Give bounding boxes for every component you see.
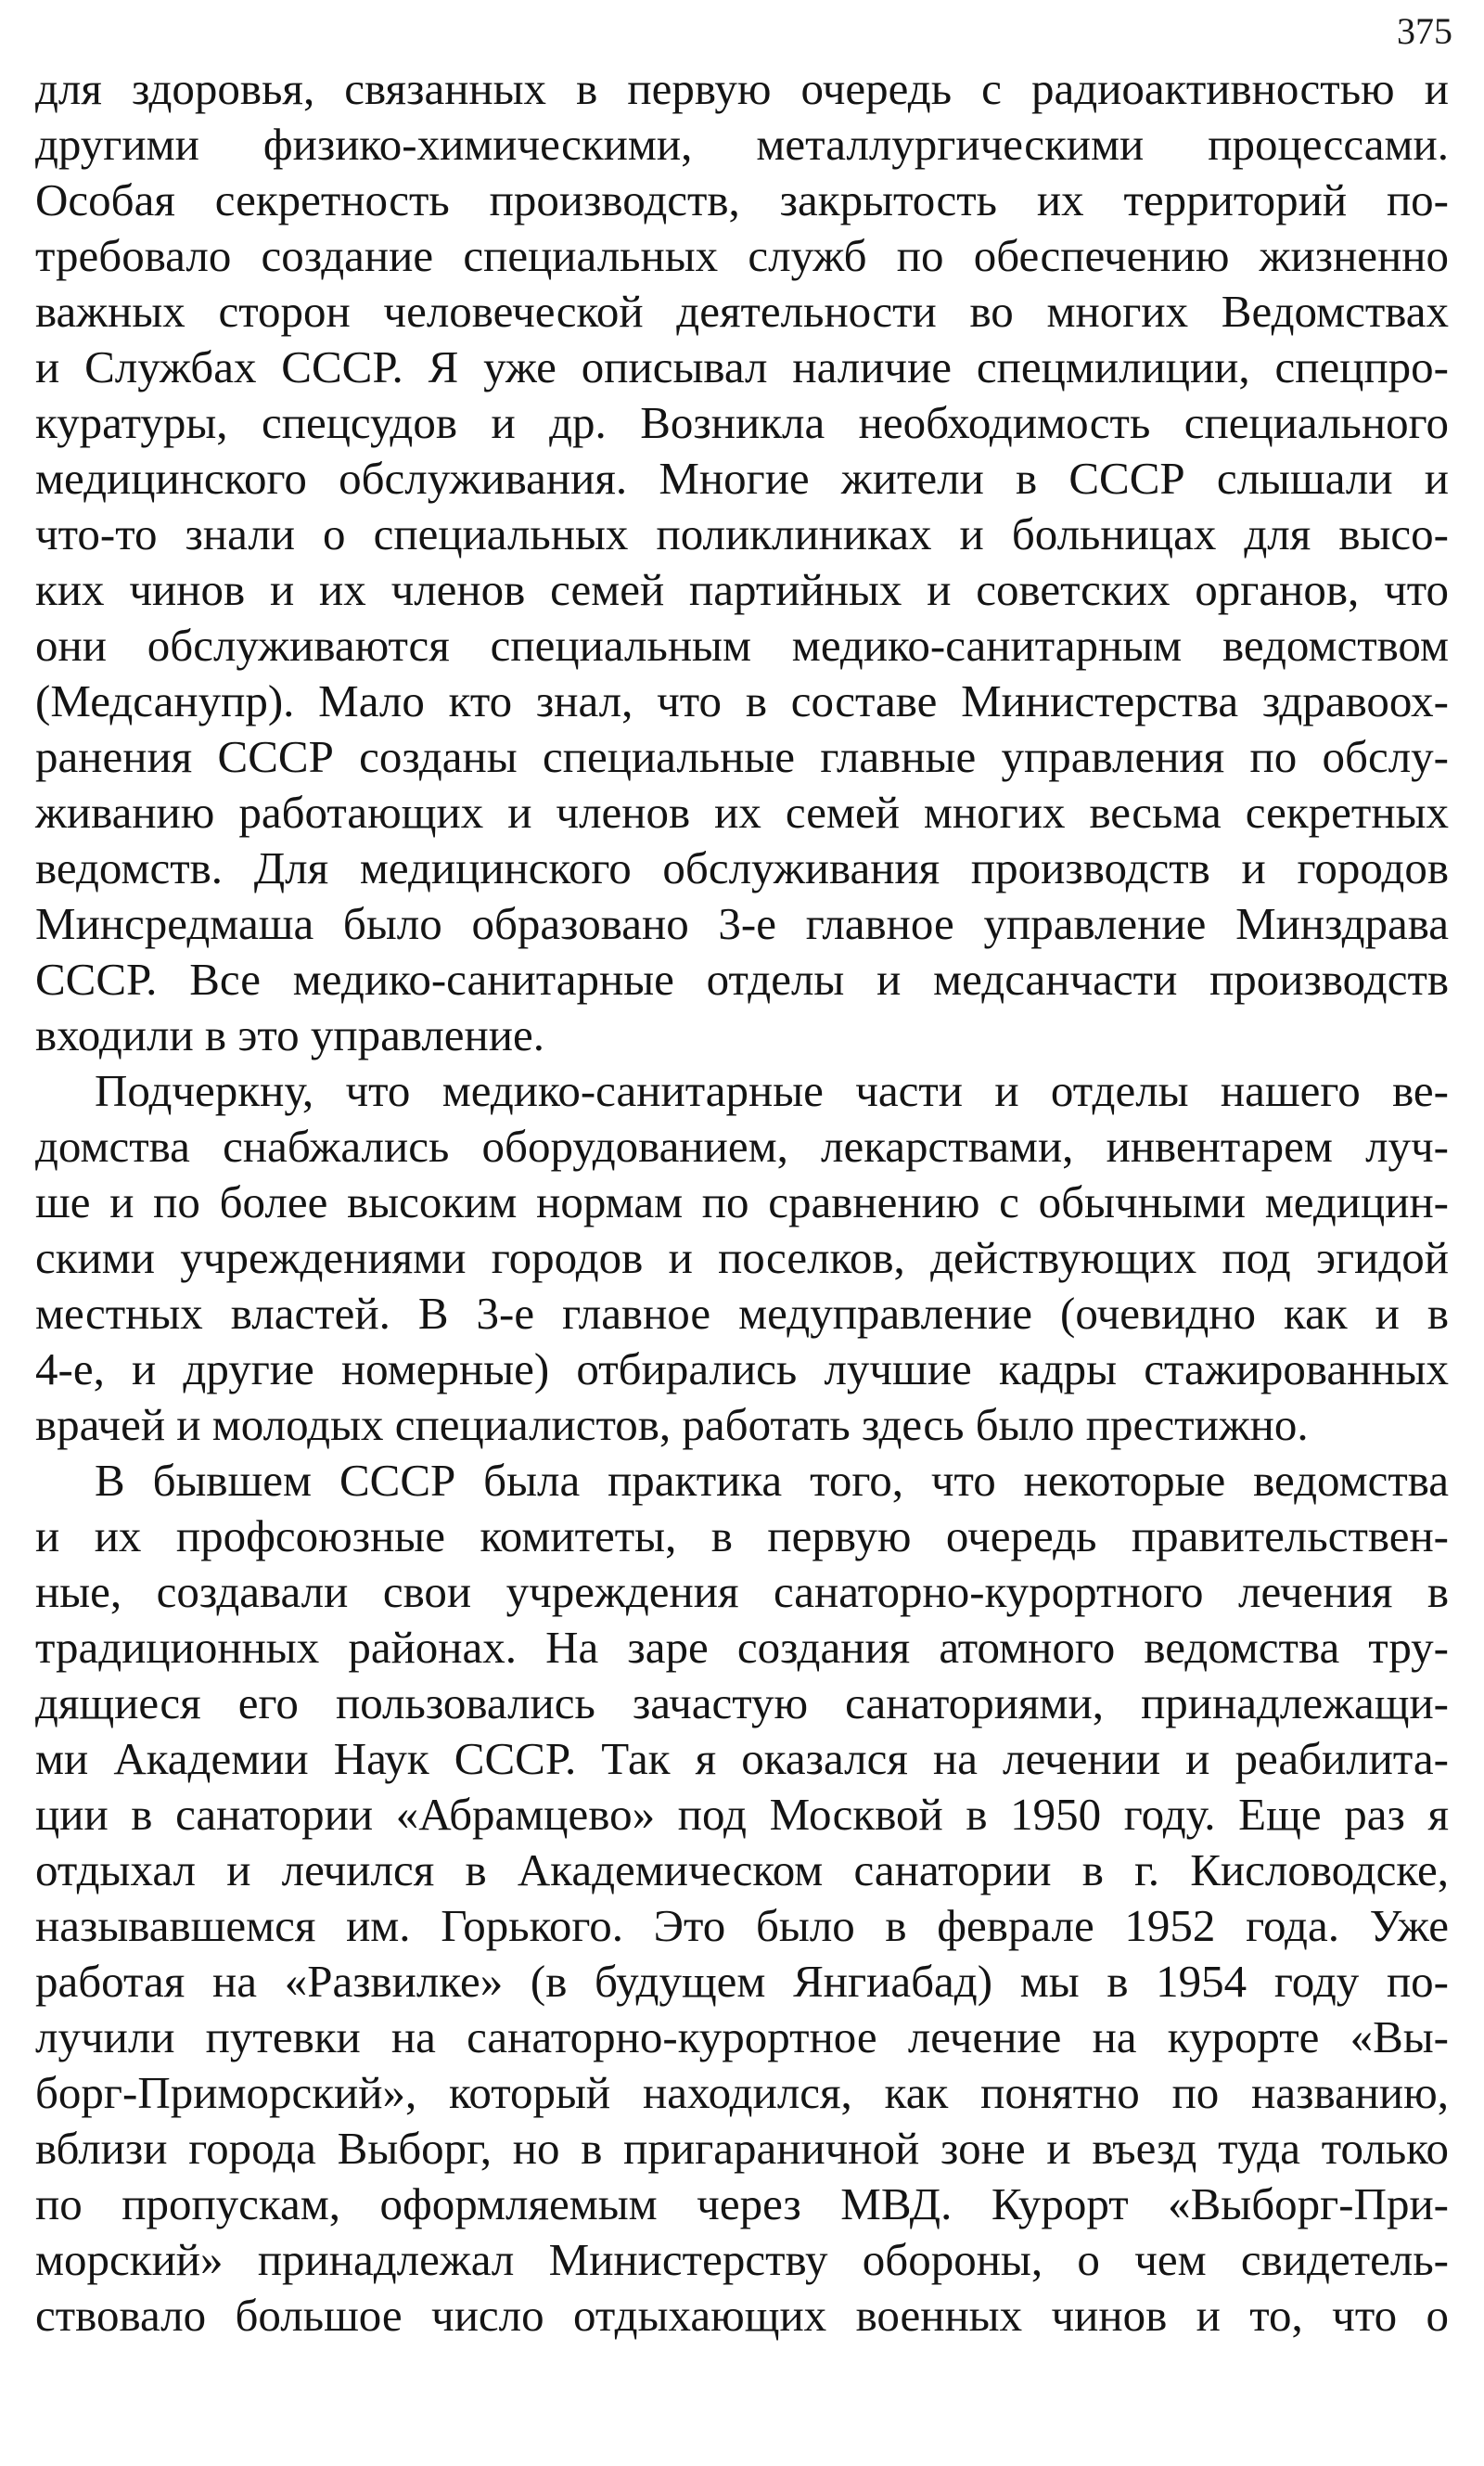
text-line: борг-Приморский», который находился, как понятно по названию, — [35, 2067, 1449, 2118]
text-line: для здоровья, связанных в первую очередь с радиоактивностью и — [35, 63, 1449, 114]
text-line: вблизи города Выборг, но в пригараничной зоне и въезд туда только — [35, 2123, 1449, 2174]
text-line: входили в это управление. — [35, 1009, 544, 1060]
text-line: дящиеся его пользовались зачастую санаториями, принадлежащи- — [35, 1677, 1449, 1728]
text-line: и их профсоюзные комитеты, в первую очередь правительствен- — [35, 1510, 1449, 1561]
text-line: местных властей. В 3-е главное медуправление (очевидно как и в — [35, 1288, 1449, 1339]
text-line: 4-е, и другие номерные) отбирались лучшие кадры стажированных — [35, 1343, 1449, 1394]
text-line: ные, создавали свои учреждения санаторно-курортного лечения в — [35, 1566, 1449, 1617]
text-line: (Медсанупр). Мало кто знал, что в составе Министерства здравоох- — [35, 675, 1449, 726]
text-line: медицинского обслуживания. Многие жители в СССР слышали и — [35, 453, 1449, 504]
text-line: ранения СССР созданы специальные главные управления по обслу- — [35, 731, 1449, 782]
text-line: другими физико-химическими, металлургическими процессами. — [35, 119, 1449, 170]
text-line: СССР. Все медико-санитарные отделы и медсанчасти производств — [35, 954, 1449, 1005]
text-line: называвшемся им. Горького. Это было в феврале 1952 года. Уже — [35, 1900, 1449, 1951]
text-line: работая на «Развилке» (в будущем Янгиабад) мы в 1954 году по- — [35, 1956, 1449, 2007]
text-line: живанию работающих и членов их семей многих весьма секретных — [35, 787, 1449, 838]
text-line: ции в санатории «Абрамцево» под Москвой в 1950 году. Еще раз я — [35, 1789, 1449, 1840]
paragraph-first-line: Подчеркну, что медико-санитарные части и отделы нашего ве- — [95, 1065, 1449, 1116]
text-line: важных сторон человеческой деятельности во многих Ведомствах — [35, 286, 1449, 337]
text-line: ми Академии Наук СССР. Так я оказался на лечении и реабилита- — [35, 1733, 1449, 1784]
page-number: 375 — [1397, 10, 1452, 52]
text-line: лучили путевки на санаторно-курортное лечение на курорте «Вы- — [35, 2011, 1449, 2062]
text-line: врачей и молодых специалистов, работать здесь было престижно. — [35, 1399, 1309, 1450]
text-line: ких чинов и их членов семей партийных и советских органов, что — [35, 564, 1449, 615]
text-line: Особая секретность производств, закрытость их территорий по- — [35, 174, 1449, 225]
text-line: ствовало большое число отдыхающих военных чинов и то, что о — [35, 2290, 1449, 2341]
paragraph-first-line: В бывшем СССР была практика того, что некоторые ведомства — [95, 1455, 1449, 1506]
text-line: морский» принадлежал Министерству обороны, о чем свидетель- — [35, 2234, 1449, 2285]
text-line: ше и по более высоким нормам по сравнению с обычными медицин- — [35, 1176, 1449, 1227]
text-line: требовало создание специальных служб по обеспечению жизненно — [35, 230, 1449, 281]
text-line: традиционных районах. На заре создания атомного ведомства тру- — [35, 1622, 1449, 1673]
text-line: они обслуживаются специальным медико-санитарным ведомством — [35, 620, 1449, 671]
text-line: домства снабжались оборудованием, лекарствами, инвентарем луч- — [35, 1121, 1449, 1172]
text-line: ведомств. Для медицинского обслуживания производств и городов — [35, 842, 1449, 893]
text-line: отдыхал и лечился в Академическом санатории в г. Кисловодске, — [35, 1844, 1449, 1895]
text-line: и Службах СССР. Я уже описывал наличие спецмилиции, спецпро- — [35, 341, 1449, 392]
text-line: по пропускам, оформляемым через МВД. Курорт «Выборг-При- — [35, 2178, 1449, 2229]
text-line: куратуры, спецсудов и др. Возникла необходимость специального — [35, 397, 1449, 448]
text-line: что-то знали о специальных поликлиниках и больницах для высо- — [35, 508, 1449, 559]
text-line: скими учреждениями городов и поселков, действующих под эгидой — [35, 1232, 1449, 1283]
text-line: Минсредмаша было образовано 3-е главное управление Минздрава — [35, 898, 1449, 949]
